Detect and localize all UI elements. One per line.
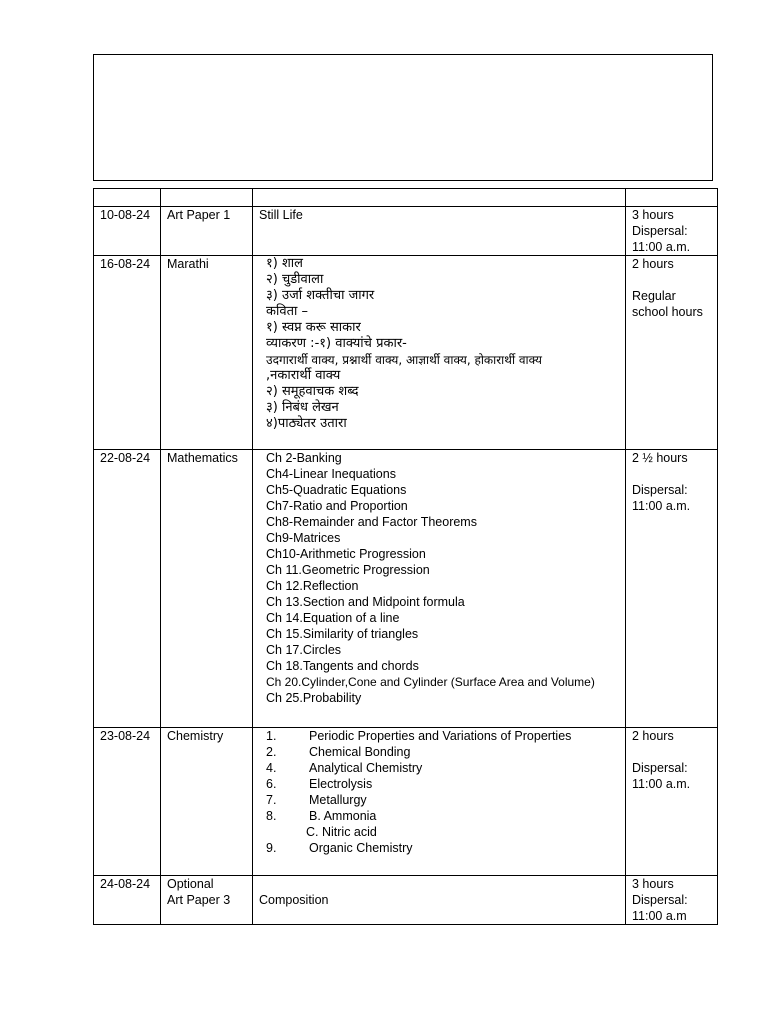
subject-cell: Art Paper 1 xyxy=(161,207,253,256)
header-cell-portion xyxy=(253,189,626,207)
portion-cell: १) शाल २) चुडीवाला ३) उर्जा शक्तीचा जागर कविता – १) स्वप्न करू साकार व्याकरण :-१) वाक्यांचे प्रकार- उदगारार्थी वाक्य, प्रश्नार्थी वाक्य, आज्ञार्थी वाक्य, होकारार्थी वाक्य ,नकारार्थी वाक्य २) समूहवाचक शब्द ३) निबंध लेखन ४)पाठ्येतर उतारा xyxy=(253,256,626,450)
table-header-row xyxy=(94,189,718,207)
date-cell: 23-08-24 xyxy=(94,728,161,876)
header-cell-duration xyxy=(626,189,718,207)
header-box xyxy=(93,54,713,181)
list-item: 8. B. Ammonia xyxy=(266,809,377,823)
list-item: C. Nitric acid xyxy=(306,825,377,839)
portion-cell xyxy=(253,728,626,876)
list-item: 7. Metallurgy xyxy=(266,793,367,807)
exam-schedule-table xyxy=(93,188,718,925)
subject-cell: Chemistry xyxy=(161,728,253,876)
header-cell-subject xyxy=(161,189,253,207)
list-item: 9. Organic Chemistry xyxy=(266,841,413,855)
list-item: 6. Electrolysis xyxy=(266,777,373,791)
subject-cell: Optional Art Paper 3 xyxy=(161,876,253,925)
duration-cell: 2 hours Regular school hours xyxy=(626,256,718,450)
table-row xyxy=(94,450,718,728)
date-cell: 16-08-24 xyxy=(94,256,161,450)
table-row xyxy=(94,876,718,925)
duration-cell: 3 hours Dispersal: 11:00 a.m. xyxy=(626,207,718,256)
list-item: 1. Periodic Properties and Variations of Properties xyxy=(266,729,572,743)
portion-cell: Composition xyxy=(253,876,626,925)
date-cell: 22-08-24 xyxy=(94,450,161,728)
duration-cell: 2 hours Dispersal: 11:00 a.m. xyxy=(626,728,718,876)
table-row xyxy=(94,728,718,876)
date-cell: 10-08-24 xyxy=(94,207,161,256)
header-cell-date xyxy=(94,189,161,207)
list-item: 4. Analytical Chemistry xyxy=(266,761,423,775)
subject-cell: Marathi xyxy=(161,256,253,450)
duration-cell: 2 ½ hours Dispersal: 11:00 a.m. xyxy=(626,450,718,728)
subject-cell: Mathematics xyxy=(161,450,253,728)
table-row xyxy=(94,256,718,450)
date-cell: 24-08-24 xyxy=(94,876,161,925)
table-row xyxy=(94,207,718,256)
portion-cell: Ch 2-Banking Ch4-Linear Inequations Ch5-Quadratic Equations Ch7-Ratio and Proportion Ch8-Remainder and Factor Theorems Ch9-Matrices Ch10-Arithmetic Progression Ch 11.Geometric Progression Ch 12.Reflection Ch 13.Section and Midpoint formula Ch 14.Equation of a line Ch 15.Similarity of triangles Ch 17.Circles Ch 18.Tangents and chords Ch 20.Cylinder,Cone and Cylinder (Surface Area and Volume) Ch 25.Probability xyxy=(253,450,626,728)
portion-cell: Still Life xyxy=(253,207,626,256)
list-item: 2. Chemical Bonding xyxy=(266,745,411,759)
duration-cell: 3 hours Dispersal: 11:00 a.m xyxy=(626,876,718,925)
